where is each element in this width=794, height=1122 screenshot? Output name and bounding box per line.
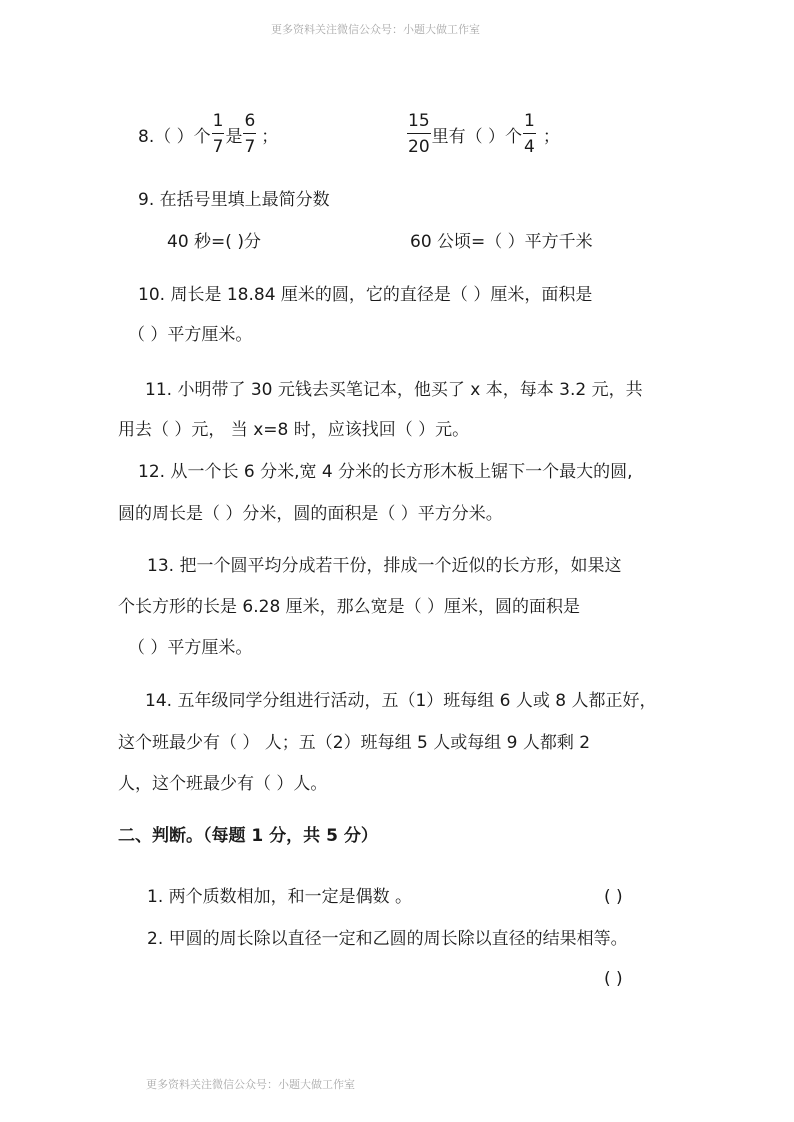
judgment-1-text: 1. 两个质数相加，和一定是偶数 。 (147, 887, 413, 907)
question-12-line-1: 12. 从一个长 6 分米,宽 4 分米的长方形木板上锯下一个最大的圆, (138, 462, 633, 482)
judgment-2-text: 2. 甲圆的周长除以直径一定和乙圆的周长除以直径的结果相等。 (147, 929, 628, 949)
q8-fraction-4-numerator: 1 (524, 111, 535, 131)
question-9-seconds: 40 秒=( )分 (167, 232, 261, 252)
question-11-line-2: 用去（ ）元， 当 x=8 时，应该找回（ ）元。 (118, 420, 470, 440)
question-13-line-1: 13. 把一个圆平均分成若干份，排成一个近似的长方形，如果这 (147, 556, 622, 576)
question-8-left (138, 110, 278, 158)
question-9-hectares: 60 公顷=（ ）平方千米 (410, 232, 593, 252)
watermark-top: 更多资料关注微信公众号：小题大做工作室 (271, 23, 480, 36)
q8-end2: ； (542, 126, 560, 147)
watermark-bottom: 更多资料关注微信公众号：小题大做工作室 (146, 1078, 355, 1091)
q8-prefix: 8.（ ）个 (138, 126, 211, 147)
q8-fraction-1-numerator: 1 (212, 111, 224, 131)
q8-fraction-2 (243, 110, 256, 158)
question-14-line-1: 14. 五年级同学分组进行活动，五（1）班每组 6 人或 8 人都正好， (145, 691, 657, 711)
judgment-2-answer-paren: ( ) (604, 969, 623, 989)
q8-fraction-4-denominator: 4 (524, 137, 535, 157)
question-10-line-2: （ ）平方厘米。 (128, 325, 253, 345)
question-14-line-2: 这个班最少有（ ） 人；五（2）班每组 5 人或每组 9 人都剩 2 (118, 733, 591, 753)
q8-fraction-2-denominator: 7 (244, 137, 256, 157)
question-9-title: 9. 在括号里填上最简分数 (138, 190, 330, 210)
question-12-line-2: 圆的周长是（ ）分米，圆的面积是（ ）平方分米。 (118, 504, 503, 524)
q8-fraction-2-numerator: 6 (244, 111, 256, 131)
q8-fraction-1-denominator: 7 (212, 137, 224, 157)
question-8-right (406, 110, 560, 158)
q8-fraction-4 (523, 110, 536, 158)
question-11-line-1: 11. 小明带了 30 元钱去买笔记本，他买了 x 本，每本 3.2 元，共 (145, 380, 643, 400)
question-13-line-3: （ ）平方厘米。 (128, 638, 253, 658)
q8-fraction-3-denominator: 20 (408, 137, 430, 157)
section-2-heading: 二、判断。（每题 1 分，共 5 分） (118, 826, 378, 846)
q8-mid: 是 (225, 126, 243, 147)
q8-fraction-1 (212, 110, 225, 158)
q8-end: ； (261, 126, 279, 147)
question-13-line-2: 个长方形的长是 6.28 厘米，那么宽是（ ）厘米，圆的面积是 (118, 597, 581, 617)
q8-mid2: 里有（ ）个 (431, 126, 523, 147)
question-14-line-3: 人，这个班最少有（ ）人。 (118, 774, 328, 794)
q8-fraction-3 (407, 110, 431, 158)
judgment-1-answer-paren: ( ) (604, 887, 623, 907)
question-10-line-1: 10. 周长是 18.84 厘米的圆，它的直径是（ ）厘米，面积是 (138, 285, 593, 305)
q8-fraction-3-numerator: 15 (408, 111, 430, 131)
